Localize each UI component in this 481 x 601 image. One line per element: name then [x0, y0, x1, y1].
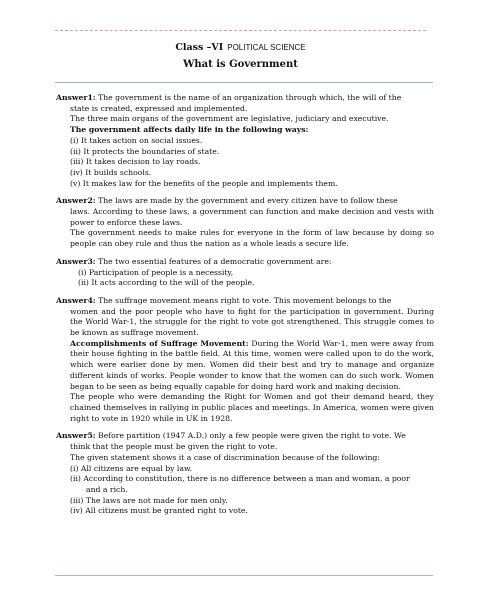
list-item: (i) All citizens are equal by law.: [70, 463, 193, 473]
answer-text: The two essential features of a democratic government are:: [98, 256, 332, 266]
page-title: What is Government: [183, 59, 298, 70]
answer-3: [56, 257, 434, 289]
title-divider: [55, 82, 433, 83]
class-label: Class –VI: [175, 42, 224, 53]
list-item: (iv) It builds schools.: [70, 167, 152, 177]
answer-paragraph: The government needs to make rules for everyone in the form of law because by doing so people can obey rule and thus the nation as a whole leads a secure life.: [70, 228, 434, 249]
answer-label: Answer2:: [56, 196, 96, 206]
answer-1: [56, 93, 434, 189]
list-item: (iii) The laws are not made for men only.: [70, 495, 228, 505]
list-item: (v) It makes law for the benefits of the people and implements them.: [70, 178, 338, 188]
answer-subheading: The government affects daily life in the following ways:: [70, 125, 309, 135]
answer-text: Before partition (1947 A.D.) only a few people were given the right to vote. We: [98, 431, 406, 441]
answer-text: state is created, expressed and implemented.: [70, 103, 248, 113]
answer-text: During the World War-1, men were away from their house fighting in the battle field. At this time, women were called upon to do the work, which were earlier done by men. Women did their best and try to manage and organize different kinds of works. People wonder to know that the women can do such work. Women began to be seen as being equally capable for doing hard work and making decision.: [70, 338, 434, 391]
answer-paragraph: The people who were demanding the Right for Women and got their demand heard, they chained themselves in rallying in public places and meetings. In America, women were given right to vote in 1920 while in UK in 1928.: [70, 392, 434, 423]
answer-text: women and the poor people who have to fight for the participation in government. During the World War-1, the struggle for the right to vote got strengthened. This struggle comes to be known as suffrage movement.: [70, 306, 434, 338]
answer-text: The three main organs of the government are legislative, judiciary and executive.: [70, 114, 389, 124]
answer-label: Answer4:: [56, 295, 96, 305]
top-divider: [55, 30, 426, 31]
answer-subheading: Accomplishments of Suffrage Movement:: [70, 338, 249, 348]
answer-label: Answer1:: [56, 93, 96, 102]
bottom-divider: [55, 575, 433, 576]
answer-2: [56, 196, 434, 250]
list-item: (ii) It acts according to the will of the people.: [78, 278, 255, 288]
answer-label: Answer3:: [56, 256, 96, 266]
answer-5: [56, 431, 434, 517]
answer-text: The given statement shows it a case of discrimination because of the following:: [70, 452, 380, 462]
subject-label: POLITICAL SCIENCE: [227, 43, 306, 52]
list-item: (iii) It takes decision to lay roads.: [70, 157, 201, 167]
answer-label: Answer5:: [56, 431, 96, 441]
answer-text: The suffrage movement means right to vote. This movement belongs to the: [98, 295, 392, 305]
answer-text: The government is the name of an organization through which, the will of the: [98, 93, 402, 102]
class-heading: [0, 42, 481, 53]
list-item: (ii) It protects the boundaries of state.: [70, 146, 220, 156]
answer-text: The laws are made by the government and every citizen have to follow these: [98, 196, 398, 206]
list-item: (iv) All citizens must be granted right to vote.: [70, 506, 248, 516]
answer-text: think that the people must be given the right to vote.: [70, 442, 278, 452]
list-item: (i) It takes action on social issues.: [70, 135, 203, 145]
answer-text: laws. According to these laws, a government can function and make decision and vests with power to enforce these laws.: [70, 207, 434, 227]
list-item: (i) Participation of people is a necessity,: [78, 267, 234, 277]
answers-content: [56, 93, 434, 524]
answer-4: [56, 296, 434, 424]
list-item: and a rich.: [86, 484, 128, 494]
list-item: (ii) According to constitution, there is no difference between a man and woman, a poor: [70, 474, 410, 484]
page-header: [0, 42, 481, 70]
